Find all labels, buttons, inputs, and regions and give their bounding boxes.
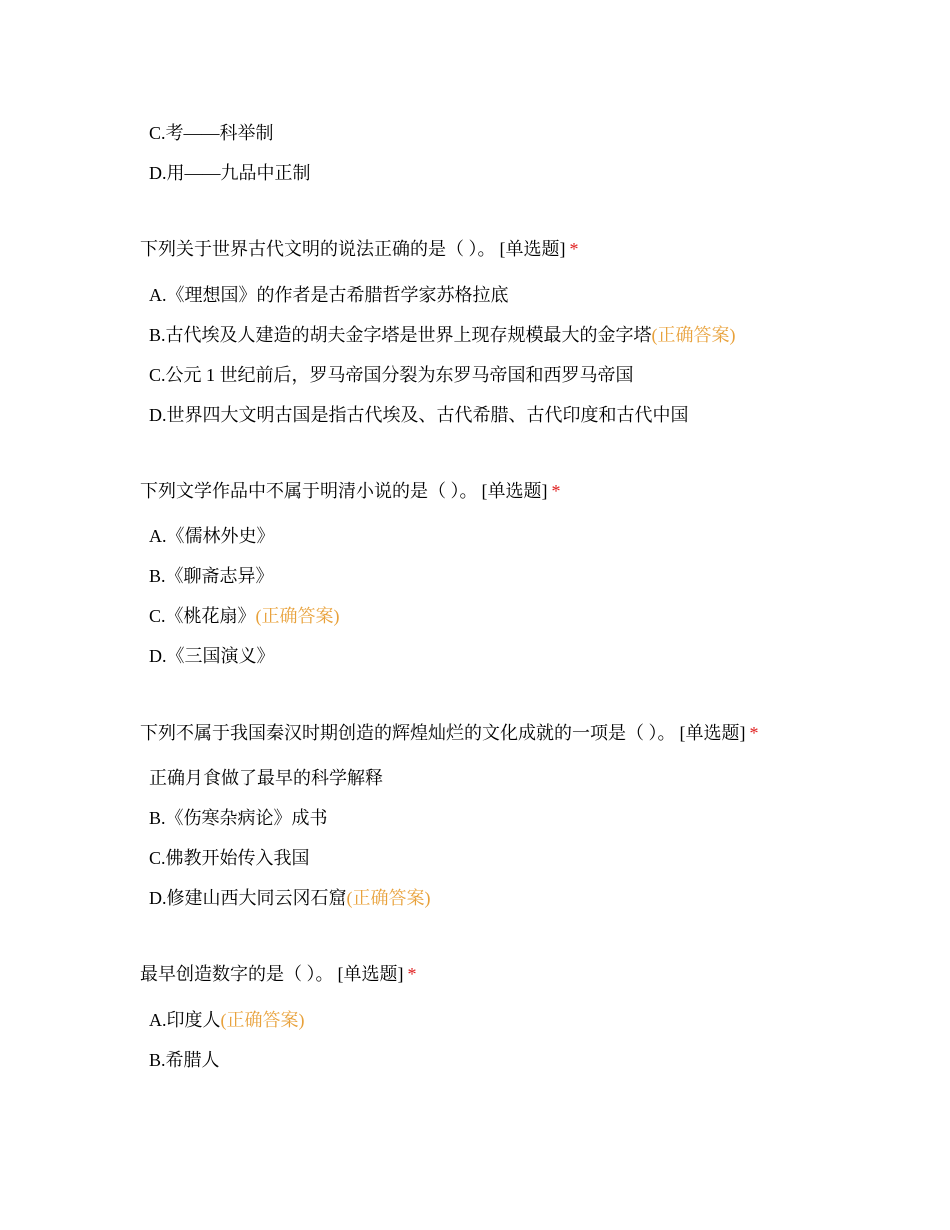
option-item bbox=[149, 1048, 220, 1072]
correct-answer-label: (正确答案) bbox=[346, 888, 431, 908]
option-item bbox=[149, 524, 275, 548]
option-text: A.印度人 bbox=[149, 1010, 221, 1030]
option-item bbox=[149, 363, 634, 387]
option-text: C.公元 1 世纪前后，罗马帝国分裂为东罗马帝国和西罗马帝国 bbox=[149, 365, 634, 385]
correct-answer-label: (正确答案) bbox=[255, 606, 340, 626]
question-text: 下列不属于我国秦汉时期创造的辉煌灿烂的文化成就的一项是（ ）。 bbox=[140, 723, 676, 743]
question-title bbox=[140, 479, 561, 503]
correct-answer-label: (正确答案) bbox=[220, 1010, 305, 1030]
option-text: B.希腊人 bbox=[149, 1050, 220, 1070]
question-title bbox=[140, 237, 579, 261]
question-type-tag: [单选题] bbox=[679, 723, 746, 743]
question-title bbox=[140, 962, 417, 986]
option-text: D.用——九品中正制 bbox=[149, 163, 311, 183]
required-mark: * bbox=[749, 723, 759, 743]
option-item bbox=[149, 564, 274, 588]
required-mark: * bbox=[407, 964, 417, 984]
option-text: B.《聊斋志异》 bbox=[149, 566, 274, 586]
question-text: 下列文学作品中不属于明清小说的是（ ）。 bbox=[140, 481, 478, 501]
option-item bbox=[149, 846, 310, 870]
option-item bbox=[149, 766, 383, 790]
option-text: B.《伤寒杂病论》成书 bbox=[149, 808, 328, 828]
correct-answer-label: (正确答案) bbox=[651, 325, 736, 345]
option-item bbox=[149, 161, 311, 185]
option-item bbox=[149, 121, 274, 145]
option-text: 正确月食做了最早的科学解释 bbox=[149, 768, 383, 788]
option-item bbox=[149, 403, 689, 427]
required-mark: * bbox=[569, 239, 579, 259]
option-item bbox=[149, 886, 431, 910]
question-type-tag: [单选题] bbox=[499, 239, 566, 259]
question-text: 下列关于世界古代文明的说法正确的是（ ）。 bbox=[140, 239, 496, 259]
required-mark: * bbox=[551, 481, 561, 501]
option-text: C.考——科举制 bbox=[149, 123, 274, 143]
option-item bbox=[149, 644, 275, 668]
option-item bbox=[149, 283, 509, 307]
option-text: A.《理想国》的作者是古希腊哲学家苏格拉底 bbox=[149, 285, 509, 305]
option-text: D.修建山西大同云冈石窟 bbox=[149, 888, 347, 908]
question-title bbox=[140, 721, 759, 745]
option-text: C.《桃花扇》 bbox=[149, 606, 256, 626]
option-item bbox=[149, 604, 340, 628]
question-type-tag: [单选题] bbox=[481, 481, 548, 501]
option-text: B.古代埃及人建造的胡夫金字塔是世界上现存规模最大的金字塔 bbox=[149, 325, 652, 345]
option-text: D.世界四大文明古国是指古代埃及、古代希腊、古代印度和古代中国 bbox=[149, 405, 689, 425]
option-item bbox=[149, 323, 736, 347]
option-item bbox=[149, 1008, 305, 1032]
question-text: 最早创造数字的是（ ）。 bbox=[140, 964, 334, 984]
option-text: D.《三国演义》 bbox=[149, 646, 275, 666]
option-text: A.《儒林外史》 bbox=[149, 526, 275, 546]
option-text: C.佛教开始传入我国 bbox=[149, 848, 310, 868]
question-type-tag: [单选题] bbox=[337, 964, 404, 984]
option-item bbox=[149, 806, 328, 830]
